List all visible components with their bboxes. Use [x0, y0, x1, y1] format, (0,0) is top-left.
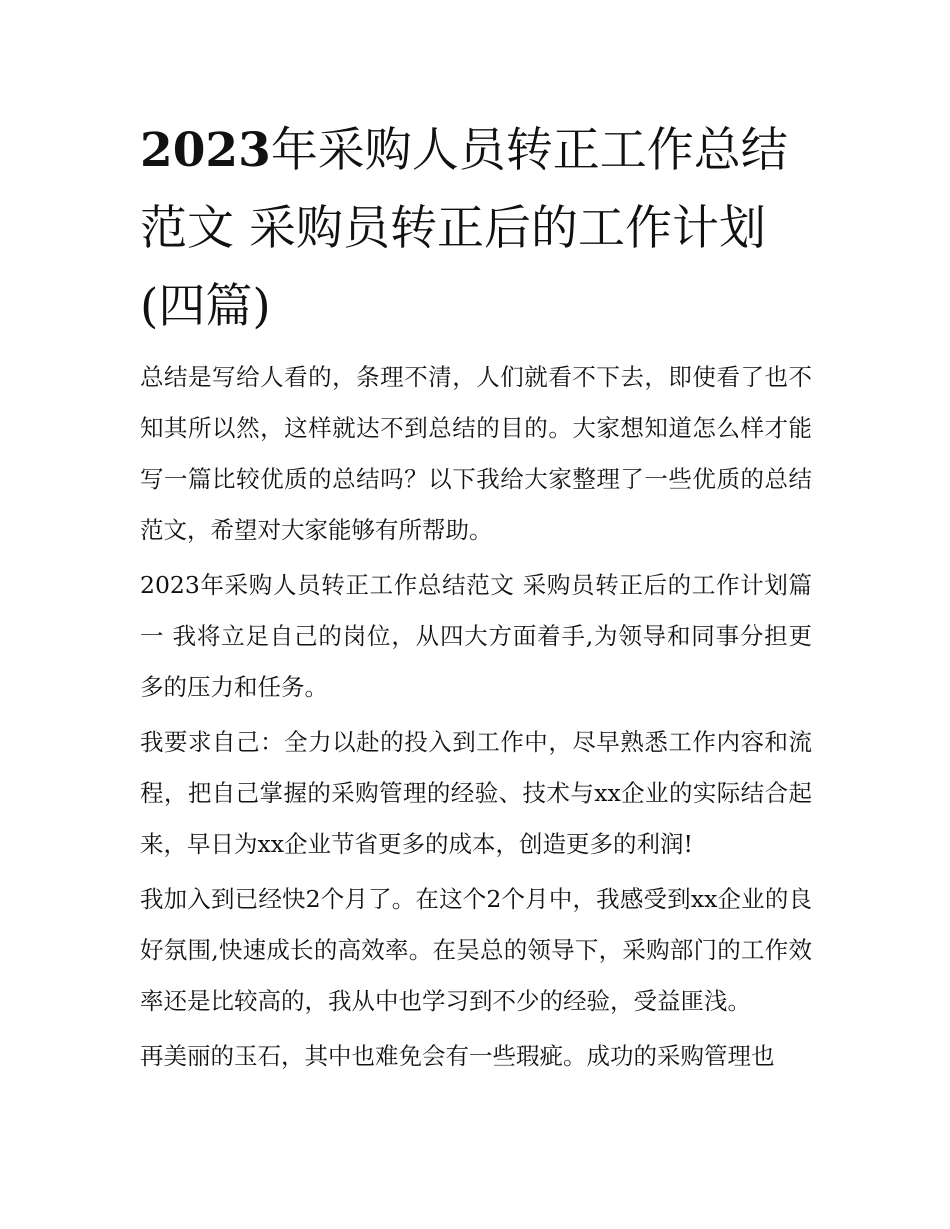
document-body [140, 352, 812, 1082]
title-text: 年采购人员转正工作总结范文 采购员转正后的工作计划(四篇) [140, 123, 788, 334]
paragraph-jade: 再美丽的玉石，其中也难免会有一些瑕疵。成功的采购管理也 [140, 1042, 775, 1070]
document-content [140, 112, 812, 1086]
title-year: 2023 [140, 123, 271, 178]
paragraph-experience: 我加入到已经快2个月了。在这个2个月中，我感受到xx企业的良好氛围,快速成长的高效率。在吴总的领导下，采购部门的工作效率还是比较高的，我从中也学习到不少的经验，受益匪浅。 [140, 885, 812, 1015]
paragraph-section-one: 2023年采购人员转正工作总结范文 采购员转正后的工作计划篇一 我将立足自己的岗位，从四大方面着手,为领导和同事分担更多的压力和任务。 [140, 571, 812, 701]
paragraph-self-requirement: 我要求自己：全力以赴的投入到工作中，尽早熟悉工作内容和流程，把自己掌握的采购管理的经验、技术与xx企业的实际结合起来，早日为xx企业节省更多的成本，创造更多的利润! [140, 728, 812, 858]
document-title [140, 112, 812, 346]
paragraph-intro: 总结是写给人看的，条理不清，人们就看不下去，即使看了也不知其所以然，这样就达不到总结的目的。大家想知道怎么样才能写一篇比较优质的总结吗？以下我给大家整理了一些优质的总结范文，希望对大家能够有所帮助。 [140, 363, 812, 544]
